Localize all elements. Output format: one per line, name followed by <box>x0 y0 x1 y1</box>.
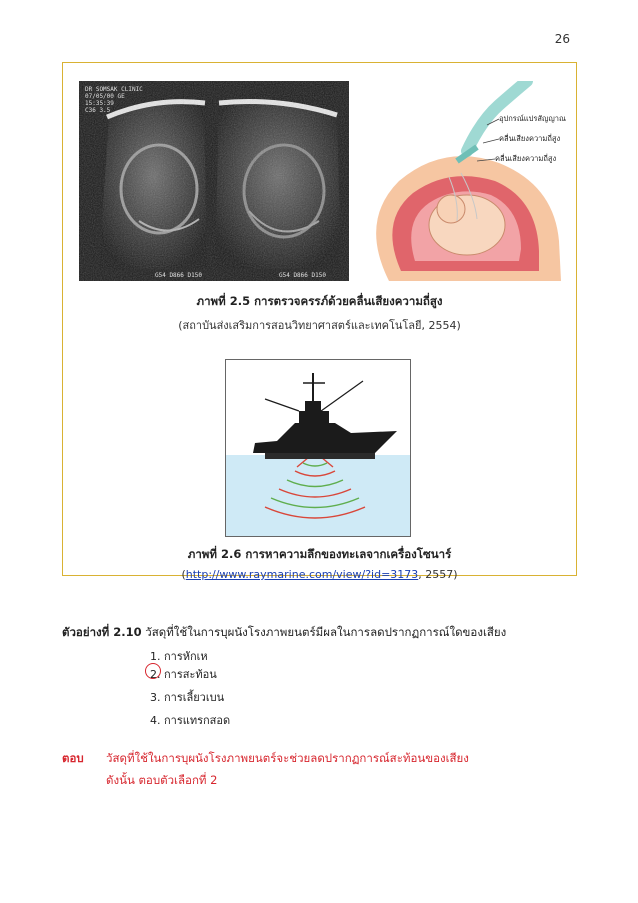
source-link[interactable]: http://www.raymarine.com/view/?id=3173 <box>185 568 419 581</box>
ultrasound-image <box>79 81 349 281</box>
page-number: 26 <box>554 32 570 46</box>
choice-4: 4. การแทรกสอด <box>150 714 231 727</box>
choice-2: 2. การสะท้อน <box>150 668 217 681</box>
example-question-text: วัสดุที่ใช้ในการบุผนังโรงภาพยนตร์มีผลในการลดปรากฏการณ์ใดของเสียง <box>145 625 507 639</box>
pregnancy-illustration <box>349 81 571 281</box>
label-transducer: อุปกรณ์แปรสัญญาณ <box>499 114 566 123</box>
label-ultrasound-wave-1: คลื่นเสียงความถี่สูง <box>499 134 561 143</box>
figure-2-6-caption: ภาพที่ 2.6 การหาความลึกของทะเลจากเครื่องโซนาร์ <box>187 547 452 561</box>
answer-label-text: ตอบ <box>62 751 84 765</box>
ultrasound-header-1: DR SOMSAK CLINIC <box>85 86 143 93</box>
answer-line-1: วัสดุที่ใช้ในการบุผนังโรงภาพยนตร์จะช่วยลดปรากฏการณ์สะท้อนของเสียง <box>106 751 469 765</box>
figure-2-5-source: (สถาบันส่งเสริมการสอนวิทยาศาสตร์และเทคโนโลยี, 2554) <box>178 319 461 332</box>
answer-line-2: ดังนั้น ตอบตัวเลือกที่ 2 <box>106 773 218 787</box>
example-question <box>62 624 506 642</box>
label-ultrasound-wave-2: คลื่นเสียงความถี่สูง <box>495 154 557 163</box>
source-year: , 2557) <box>418 568 458 581</box>
ultrasound-header-3: 15:35:39 <box>85 100 114 107</box>
answer-label <box>62 750 84 768</box>
choice-1: 1. การหักเห <box>150 650 208 663</box>
figure-2-5-caption: ภาพที่ 2.5 การตรวจครรภ์ด้วยคลื่นเสียงความถี่สูง <box>196 294 443 308</box>
example-label: ตัวอย่างที่ 2.10 <box>62 625 142 639</box>
ultrasound-header-2: 07/05/00 GE <box>85 93 125 100</box>
figure-2-6-source <box>63 568 576 581</box>
sonar-boat-illustration <box>225 359 411 537</box>
figure-frame <box>62 62 577 581</box>
source-paren-open: ( <box>181 568 186 581</box>
ultrasound-footer-left: G54 D866 D150 <box>155 272 202 279</box>
ultrasound-footer-right: G54 D866 D150 <box>279 272 326 279</box>
ultrasound-header-4: C36 3.5 <box>85 107 111 114</box>
choice-3: 3. การเลี้ยวเบน <box>150 691 225 704</box>
